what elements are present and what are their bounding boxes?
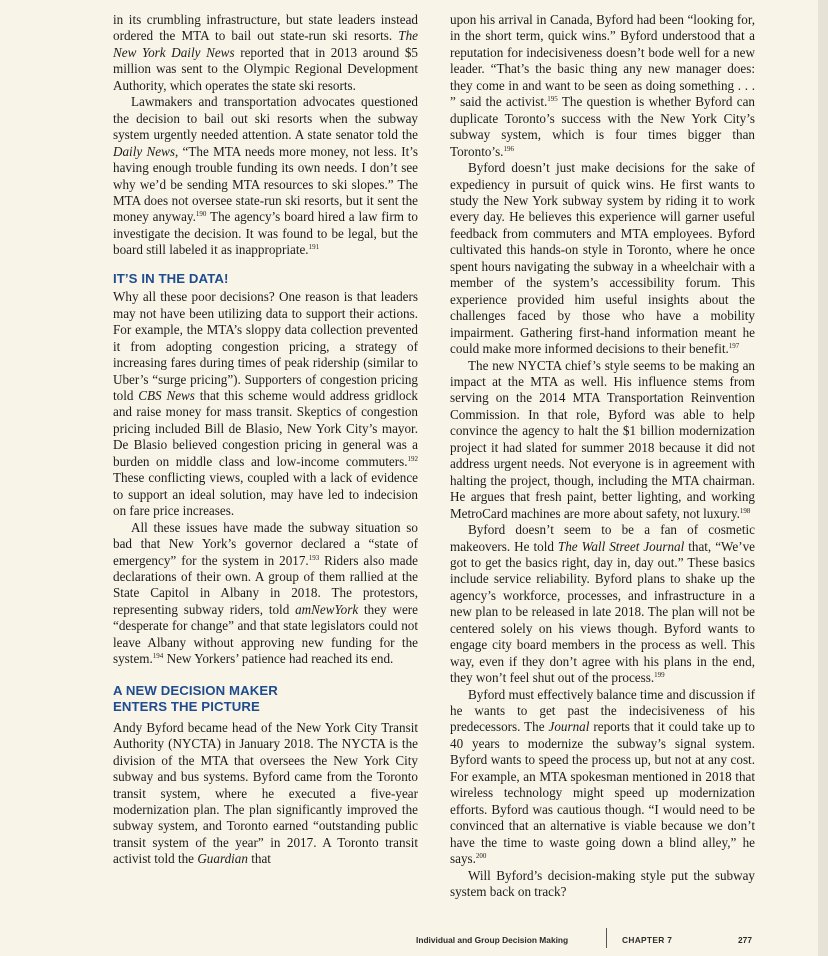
paragraph: The new NYCTA chief’s style seems to be making an impact at the MTA as well. His influence stems from serving on the 2014 MTA Transportation Reinvention Commission. In that role, Byford was able to help convince the agency to halt the $1 billion modernization project it had slated for summer 2018 because it did not address urgent needs. Not everyone is in agreement with halting the project, though, including the MTA chairman. He argues that fresh paint, better lighting, and working MetroCard machines are more about safety, not luxury.$^{198}$: [450, 357, 755, 521]
footnote-ref: 190: [195, 210, 207, 219]
running-section-title: Individual and Group Decision Making: [416, 935, 569, 945]
footnote-ref: 192: [407, 454, 418, 463]
page-edge: [818, 0, 828, 956]
paragraph: Why all these poor decisions? One reason is that leaders may not have been utilizing data to support their actions. For example, the MTA’s sloppy data collection prevented it from adopting congestion pricing, a strategy of increasing fares during times of peak ridership (similar to Uber’s “surge pricing”). Supporters of congestion pricing told CBS News that this scheme would address gridlock and raise money for mass transit. Skeptics of congestion pricing included Bill de Blasio, New York City’s mayor. De Blasio believed congestion pricing in general was a burden on middle class and low-income commuters.$^{192}$ These conflicting views, coupled with a lack of evidence to support an ideal solution, may have led to indecision on fare price increases.: [113, 289, 419, 519]
footnote-ref: 196: [503, 144, 514, 153]
footnote-ref: 198: [739, 506, 751, 515]
footer-divider: [606, 928, 607, 948]
footnote-ref: 197: [728, 342, 740, 351]
footnote-ref: 194: [152, 652, 164, 661]
paragraph: Andy Byford became head of the New York City Transit Authority (NYCTA) in January 2018. The NYCTA is the division of the MTA that oversees the New York City subway and bus systems. Byford came from the Toronto transit system, where he executed a five-year modernization plan. The plan significantly improved the subway system, and Toronto earned “outstanding public transit system of the year” in 2017. A Toronto transit activist told the Guardian that: [113, 719, 418, 867]
section-heading: IT’S IN THE DATA!: [113, 270, 229, 286]
paragraph: Byford must effectively balance time and discussion if he wants to get past the indecisiveness of his predecessors. The Journal reports that it could take up to 40 years to modernize the subway’s signal system. Byford wants to speed the process up, but not at any cost. For example, an MTA spokesman mentioned in 2018 that wireless technology might speed up modernization efforts. Byford was cautious though. “I would need to be convinced that an alternative is viable because we don’t have the time to waste going down a blind alley,” he says.$^{200}$: [450, 686, 755, 867]
paragraph: All these issues have made the subway situation so bad that New York’s governor declared a “state of emergency” for the system in 2017.$^{193}$ Riders also made declarations of their own. A group of them rallied at the State Capitol in Albany in 2018. The protestors, representing subway riders, told amNewYork they were “desperate for change” and that state legislators could not leave Albany without approving new funding for the system.$^{194}$ New Yorkers’ patience had reached its end.: [113, 519, 418, 667]
paragraph: upon his arrival in Canada, Byford had been “looking for, in the short term, quick wins.” Byford understood that a reputation for indecisiveness doesn’t bode well for a new leader. “That’s the basic thing any new manager does: they come in and want to be seen as doing something . . . ” said the activist.$^{195}$ The question is whether Byford can duplicate Toronto’s success with the New York City’s subway system, which is four times bigger than Toronto’s.$^{196}$: [450, 12, 756, 159]
paragraph: Byford doesn’t just make decisions for the sake of expediency in pursuit of quick wins. He first wants to study the New York subway system by riding it to work every day. He believes this experience will garner useful feedback from commuters and MTA employees. Byford cultivated this hands-on style in Toronto, where he once spent hours navigating the subway in a wheelchair with a member of the system’s accessibility forum. This experience provided him useful insights about the challenges faced by those who have a mobility impairment. Gathering first-hand information meant he could make more informed decisions to their benefit.$^{197}$: [450, 160, 755, 357]
paragraph: Lawmakers and transportation advocates questioned the decision to bail out ski resorts when the subway system urgently needed attention. A state senator told the Daily News, “The MTA needs more money, not less. It’s having enough trouble funding its own needs. I don’t see why we’d be sending MTA resources to ski slopes.” The MTA does not oversee state-run ski resorts, but it sent the money anyway.$^{190}$ The agency’s board hired a law firm to investigate the decision. It was found to be legal, but the board still labeled it as inappropriate.$^{191}$: [113, 94, 418, 258]
footnote-ref: 195: [547, 95, 558, 104]
right-column: [450, 12, 755, 900]
heading-line: A NEW DECISION MAKER: [113, 682, 278, 698]
section-heading: [113, 683, 418, 716]
chapter-label: CHAPTER 7: [622, 935, 673, 945]
heading-line: ENTERS THE PICTURE: [113, 699, 260, 715]
left-column: [113, 12, 418, 868]
paragraph: Will Byford’s decision-making style put the subway system back on track?: [450, 867, 755, 900]
footnote-ref: 193: [308, 553, 320, 562]
paragraph: Byford doesn’t seem to be a fan of cosmetic makeovers. He told The Wall Street Journal that, “We’ve got to get the basics right, day in, day out.” These basics include service reliability. Byford plans to shake up the agency’s workforce, processes, and infrastructure in a new plan to be released in late 2018. The plan will not be centered solely on his views though. Byford wants to engage city board members in the process as well. This way, even if they don’t agree with his plans in the end, they won’t feel shut out of the process.$^{199}$: [450, 522, 755, 686]
footnote-ref: 200: [475, 852, 487, 861]
paragraph: in its crumbling infrastructure, but state leaders instead ordered the MTA to bail out state-run ski resorts. The New York Daily News reported that in 2013 around $5 million was sent to the Olympic Regional Development Authority, which operates the state ski resorts.: [113, 12, 418, 93]
page-footer: [0, 934, 828, 948]
footnote-ref: 191: [308, 243, 320, 252]
footnote-ref: 199: [654, 671, 665, 680]
page-number: 277: [738, 935, 752, 945]
